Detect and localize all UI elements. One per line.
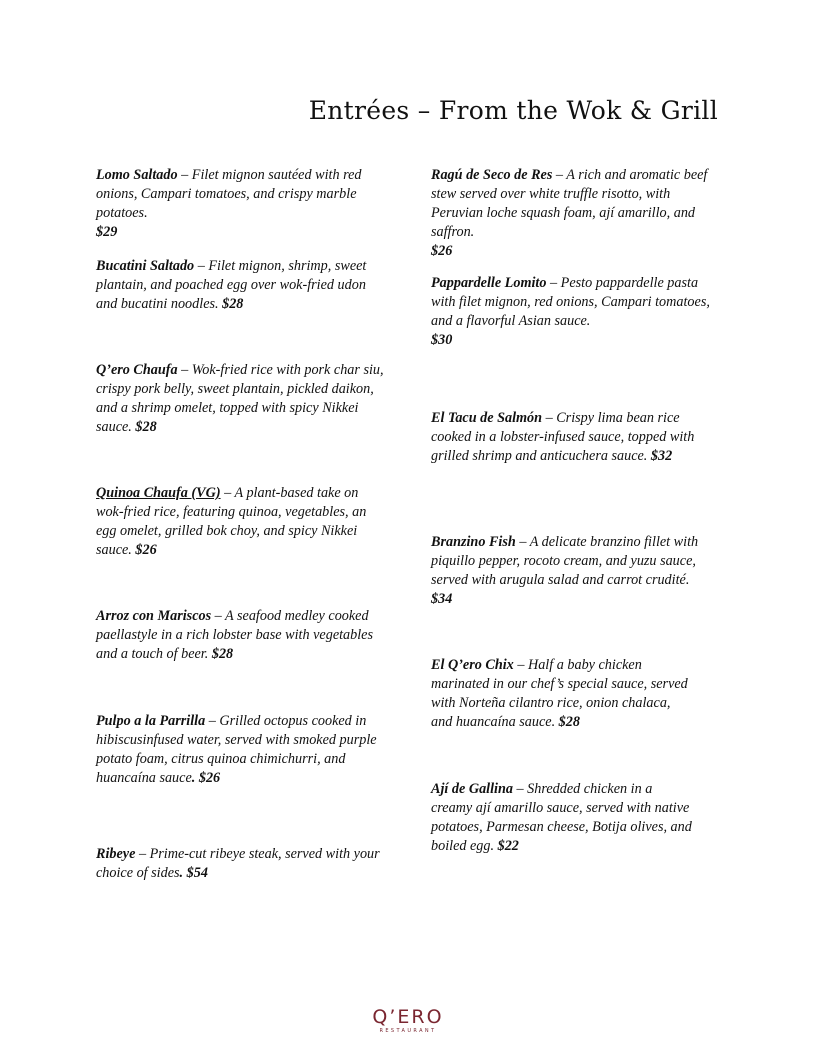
item-name: El Q’ero Chix xyxy=(431,657,514,673)
item-price: $29 xyxy=(96,224,118,240)
menu-item-branzino-fish xyxy=(431,533,701,609)
item-name: Pappardelle Lomito xyxy=(431,275,547,291)
menu-item-bucatini-saltado xyxy=(96,257,390,314)
item-price: $28 xyxy=(211,646,234,662)
item-description: – A plant-based take on wok-fried rice, featuring quinoa, vegetables, an egg omelet, grilled bok choy, and spicy Nikkei sauce. xyxy=(96,485,367,558)
menu-item-qero-chaufa xyxy=(96,361,388,437)
menu-item-ragu-de-seco-de-res xyxy=(431,166,723,261)
item-description: – A seafood medley cooked paellastyle in a rich lobster base with vegetables and a touch of beer. xyxy=(96,608,374,662)
item-name: Branzino Fish xyxy=(431,534,516,550)
item-name: Ribeye xyxy=(96,846,136,862)
item-name: El Tacu de Salmón xyxy=(431,410,543,426)
item-name: Quinoa Chaufa (VG) xyxy=(96,485,221,501)
item-price: $28 xyxy=(222,296,244,312)
item-name: Arroz con Mariscos xyxy=(96,608,212,624)
menu-item-ribeye xyxy=(96,845,386,883)
item-name: Lomo Saltado xyxy=(96,167,178,183)
menu-item-el-qero-chix xyxy=(431,656,693,732)
item-description: – Shredded chicken in a creamy ají amarillo sauce, served with native potatoes, Parmesan cheese, Botija olives, and boiled egg. xyxy=(431,781,692,854)
item-description: – Grilled octopus cooked in hibiscusinfused water, served with smoked purple potato foam, citrus quinoa chimichurri, and huancaína sauce xyxy=(96,713,377,786)
item-description: – Wok-fried rice with pork char siu, crispy pork belly, sweet plantain, pickled daikon, and a shrimp omelet, topped with spicy Nikkei sauce. xyxy=(96,362,384,435)
menu-item-pulpo-a-la-parrilla xyxy=(96,712,386,788)
item-name: Q’ero Chaufa xyxy=(96,362,178,378)
item-description: – Pesto pappardelle pasta with filet mignon, red onions, Campari tomatoes, and a flavorful Asian sauce. xyxy=(431,275,710,329)
item-price: $28 xyxy=(558,714,580,730)
menu-item-el-tacu-de-salmon xyxy=(431,409,706,466)
item-description: – Prime-cut ribeye steak, served with your choice of sides xyxy=(96,846,380,881)
item-name: Ají de Gallina xyxy=(431,781,513,797)
item-price: $32 xyxy=(650,448,673,464)
item-price: . $26 xyxy=(191,770,221,786)
menu-item-pappardelle-lomito xyxy=(431,274,726,350)
item-price: $26 xyxy=(431,243,453,259)
item-price: $26 xyxy=(135,542,157,558)
item-description: – Filet mignon, shrimp, sweet plantain, and poached egg over wok-fried udon and bucatini noodles. xyxy=(96,258,367,312)
menu-item-arroz-con-mariscos xyxy=(96,607,386,664)
page-title: Entrées – From the Wok & Grill xyxy=(308,96,718,125)
logo-subtitle: RESTAURANT xyxy=(379,1028,437,1034)
menu-item-aji-de-gallina xyxy=(431,780,693,856)
menu-item-lomo-saltado xyxy=(96,166,386,242)
logo-wordmark: Q’ERO xyxy=(372,1006,444,1028)
item-name: Pulpo a la Parrilla xyxy=(96,713,206,729)
restaurant-logo xyxy=(0,1006,816,1034)
item-price: $22 xyxy=(497,838,519,854)
item-description: – Filet mignon sautéed with red onions, Campari tomatoes, and crispy marble potatoes. xyxy=(96,167,362,221)
item-description: – A delicate branzino fillet with piquillo pepper, rocoto cream, and yuzu sauce, served with arugula salad and carrot crudité. xyxy=(431,534,699,588)
item-price: $28 xyxy=(135,419,157,435)
item-description: – A rich and aromatic beef stew served over white truffle risotto, with Peruvian loche squash foam, ají amarillo, and saffron. xyxy=(431,167,708,240)
item-name: Ragú de Seco de Res xyxy=(431,167,553,183)
item-description: – Crispy lima bean rice cooked in a lobster-infused sauce, topped with grilled shrimp and anticuchera sauce. xyxy=(431,410,695,464)
item-name: Bucatini Saltado xyxy=(96,258,195,274)
menu-item-quinoa-chaufa xyxy=(96,484,374,560)
item-price: $34 xyxy=(431,591,453,607)
item-price: . $54 xyxy=(179,865,208,881)
item-description: – Half a baby chicken marinated in our chef’s special sauce, served with Norteña cilantro rice, onion chalaca, and huancaína sauce. xyxy=(431,657,688,730)
item-price: $30 xyxy=(431,332,453,348)
